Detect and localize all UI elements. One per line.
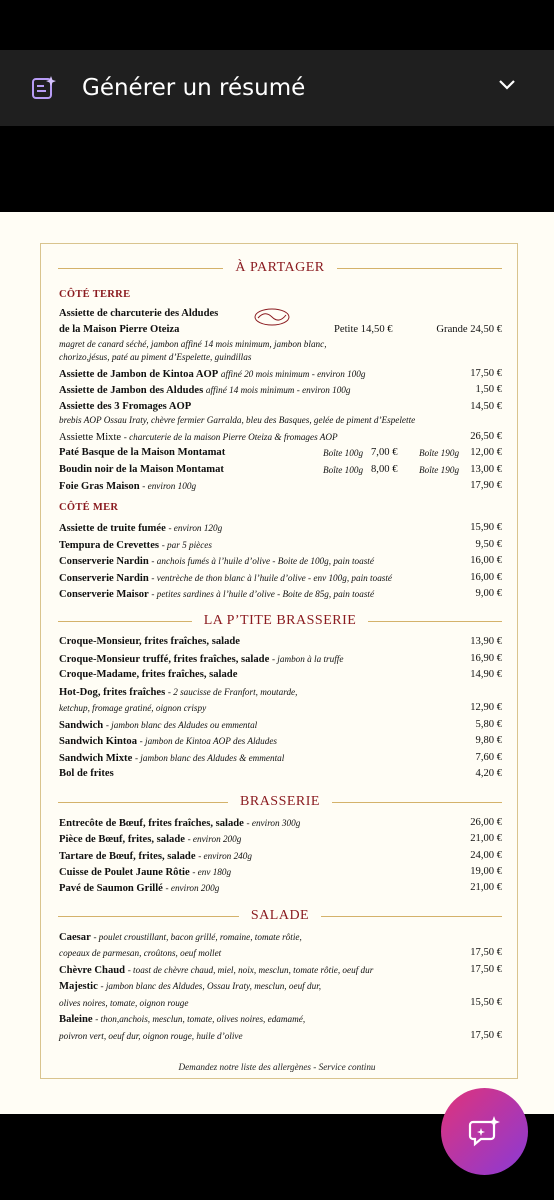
- summary-title: Générer un résumé: [82, 75, 306, 101]
- menu-item: Pavé de Saumon Grillé - environ 200g 21,00 €: [59, 882, 502, 894]
- menu-item: Hot-Dog, frites fraîches - 2 saucisse de Franfort, moutarde,: [59, 687, 298, 698]
- item-desc: chorizo,jésus, paté au piment d’Espelette, guindillas: [59, 352, 252, 362]
- menu-item: Caesar - poulet croustillant, bacon grillé, romaine, tomate rôtie,: [59, 932, 302, 943]
- menu-item: Tartare de Bœuf, frites, salade - environ 240g 24,00 €: [59, 850, 502, 862]
- menu-item: Chèvre Chaud - toast de chèvre chaud, miel, noix, mesclun, tomate rôtie, oeuf dur 17,50 €: [59, 964, 502, 976]
- menu-item: Foie Gras Maison - environ 100g 17,90 €: [59, 480, 502, 492]
- menu-item: Croque-Madame, frites fraîches, salade 14,90 €: [59, 669, 502, 680]
- section-header-brasserie: BRASSERIE: [58, 794, 502, 810]
- menu-item: olives noires, tomate, oignon rouge 15,50 €: [59, 997, 502, 1008]
- menu-document: [0, 212, 554, 1114]
- section-header-salade: SALADE: [58, 908, 502, 924]
- menu-item: Conserverie Nardin - ventrèche de thon blanc à l’huile d’olive - env 100g, pain toasté 16,00 €: [59, 572, 502, 584]
- chevron-down-icon[interactable]: [498, 76, 516, 94]
- subhead-mer: CÔTÉ MER: [59, 502, 119, 513]
- summary-bar[interactable]: [0, 50, 554, 126]
- ai-summary-icon: [30, 74, 58, 102]
- menu-item: Conserverie Maisor - petites sardines à l’huile d’olive - Boite de 85g, pain toasté 9,00 €: [59, 588, 502, 600]
- menu-item: Entrecôte de Bœuf, frites fraîches, salade - environ 300g 26,00 €: [59, 817, 502, 829]
- menu-item: poivron vert, oeuf dur, oignon rouge, huile d’olive 17,50 €: [59, 1030, 502, 1041]
- menu-item: Sandwich Kintoa - jambon de Kintoa AOP des Aldudes 9,80 €: [59, 735, 502, 747]
- menu-item: Assiette de Jambon de Kintoa AOP affiné 20 mois minimum - environ 100g 17,50 €: [59, 368, 502, 380]
- menu-item: Assiette Mixte - charcuterie de la maison Pierre Oteiza & fromages AOP 26,50 €: [59, 431, 502, 443]
- menu-item: ketchup, fromage gratiné, oignon crispy 12,90 €: [59, 702, 502, 713]
- menu-item: Cuisse de Poulet Jaune Rôtie - env 180g 19,00 €: [59, 866, 502, 878]
- status-bar: [0, 0, 554, 50]
- menu-item: Croque-Monsieur truffé, frites fraîches, salade - jambon à la truffe 16,90 €: [59, 653, 502, 665]
- menu-item: Tempura de Crevettes - par 5 pièces 9,50 €: [59, 539, 502, 551]
- menu-item: Assiette de truite fumée - environ 120g 15,90 €: [59, 522, 502, 534]
- menu-item: Assiette des 3 Fromages AOP 14,50 €: [59, 401, 502, 412]
- section-header-partager: À PARTAGER: [58, 260, 502, 276]
- menu-item: Assiette de Jambon des Aldudes affiné 14 mois minimum - environ 100g 1,50 €: [59, 384, 502, 396]
- menu-item: Sandwich Mixte - jambon blanc des Aldudes & emmental 7,60 €: [59, 752, 502, 764]
- menu-item: de la Maison Pierre Oteiza Petite 14,50 € Grande 24,50 €: [59, 324, 502, 335]
- item-desc: brebis AOP Ossau Iraty, chèvre fermier Garralda, bleu des Basques, gelée de piment d’Espelette: [59, 415, 416, 425]
- menu-item: Assiette de charcuterie des Aldudes: [59, 308, 219, 319]
- menu-item: Sandwich - jambon blanc des Aldudes ou emmental 5,80 €: [59, 719, 502, 731]
- menu-item: Pièce de Bœuf, frites, salade - environ 200g 21,00 €: [59, 833, 502, 845]
- menu-footer: Demandez notre liste des allergènes - Service continu: [178, 1062, 376, 1072]
- item-desc: magret de canard séché, jambon affiné 14 mois minimum, jambon blanc,: [59, 339, 327, 349]
- ai-assistant-button[interactable]: [441, 1088, 528, 1175]
- menu-item: Croque-Monsieur, frites fraîches, salade 13,90 €: [59, 636, 502, 647]
- menu-item: Majestic - jambon blanc des Aldudes, Ossau Iraty, mesclun, oeuf dur,: [59, 981, 322, 992]
- ai-assistant-icon: [467, 1114, 503, 1150]
- menu-item: Conserverie Nardin - anchois fumés à l’huile d’olive - Boite de 100g, pain toasté 16,00 €: [59, 555, 502, 567]
- menu-item: Bol de frites 4,20 €: [59, 768, 502, 779]
- menu-item: copeaux de parmesan, croûtons, oeuf mollet 17,50 €: [59, 947, 502, 958]
- section-header-ptite-brasserie: LA P’TITE BRASSERIE: [58, 613, 502, 629]
- menu-item: Baleine - thon,anchois, mesclun, tomate, olives noires, edamamé,: [59, 1014, 306, 1025]
- menu-item: Paté Basque de la Maison Montamat Boîte 100g 7,00 € Boîte 190g 12,00 €: [59, 447, 502, 458]
- menu-item: Boudin noir de la Maison Montamat Boîte 100g 8,00 € Boîte 190g 13,00 €: [59, 464, 502, 475]
- subhead-terre: CÔTÉ TERRE: [59, 289, 131, 300]
